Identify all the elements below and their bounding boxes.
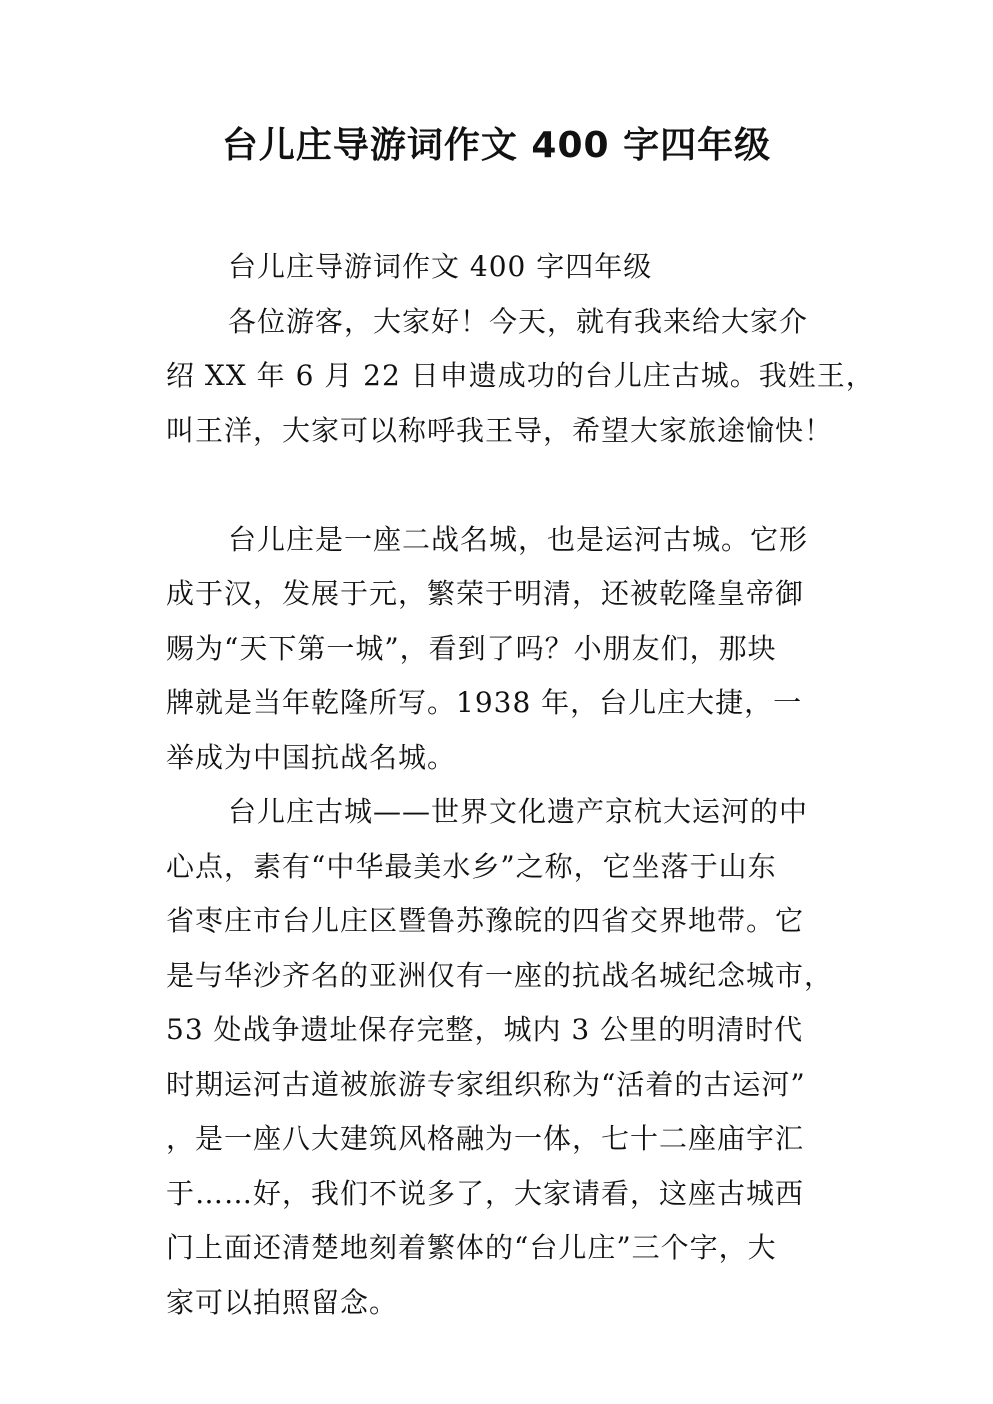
paragraph-line: 家可以拍照留念。 bbox=[166, 1285, 399, 1319]
paragraph-spacer bbox=[166, 458, 846, 513]
paragraph-line: 于……好，我们不说多了，大家请看，这座古城西 bbox=[166, 1176, 805, 1210]
paragraph-greeting bbox=[166, 295, 875, 459]
paragraph-line: 举成为中国抗战名城。 bbox=[166, 740, 457, 774]
body-heading: 台儿庄导游词作文 400 字四年级 bbox=[228, 250, 653, 283]
paragraph-line: 时期运河古道被旅游专家组织称为“活着的古运河” bbox=[166, 1067, 806, 1101]
paragraph-line: 台儿庄古城——世界文化遗产京杭大运河的中 bbox=[228, 795, 809, 828]
paragraph-line: 门上面还清楚地刻着繁体的“台儿庄”三个字，大 bbox=[166, 1231, 777, 1264]
paragraph-line: 台儿庄是一座二战名城，也是运河古城。它形 bbox=[228, 522, 809, 556]
paragraph-old-town bbox=[166, 785, 846, 1330]
document-title: 台儿庄导游词作文 400 字四年级 bbox=[221, 125, 772, 166]
paragraph-history bbox=[166, 513, 846, 786]
paragraph-line: ，是一座八大建筑风格融为一体，七十二座庙宇汇 bbox=[166, 1122, 805, 1155]
paragraph-line: 心点，素有“中华最美水乡”之称，它坐落于山东 bbox=[166, 849, 777, 883]
paragraph-line: 各位游客，大家好！今天，就有我来给大家介 bbox=[228, 304, 809, 338]
paragraph-line: 是与华沙齐名的亚洲仅有一座的抗战名城纪念城市， bbox=[166, 958, 834, 992]
paragraph-line: 赐为“天下第一城”，看到了吗？小朋友们，那块 bbox=[166, 631, 777, 665]
paragraph-line: 牌就是当年乾隆所写。1938 年，台儿庄大捷，一 bbox=[166, 686, 803, 719]
paragraph-line: 绍 XX 年 6 月 22 日申遗成功的台儿庄古城。我姓王， bbox=[166, 359, 875, 392]
document-body bbox=[166, 240, 875, 1330]
paragraph-line: 成于汉，发展于元，繁荣于明清，还被乾隆皇帝御 bbox=[166, 577, 805, 610]
paragraph-line: 叫王洋，大家可以称呼我王导，希望大家旅途愉快！ bbox=[166, 413, 834, 447]
paragraph-line: 53 处战争遗址保存完整，城内 3 公里的明清时代 bbox=[166, 1013, 804, 1046]
paragraph-line: 省枣庄市台儿庄区暨鲁苏豫皖的四省交界地带。它 bbox=[166, 904, 805, 937]
